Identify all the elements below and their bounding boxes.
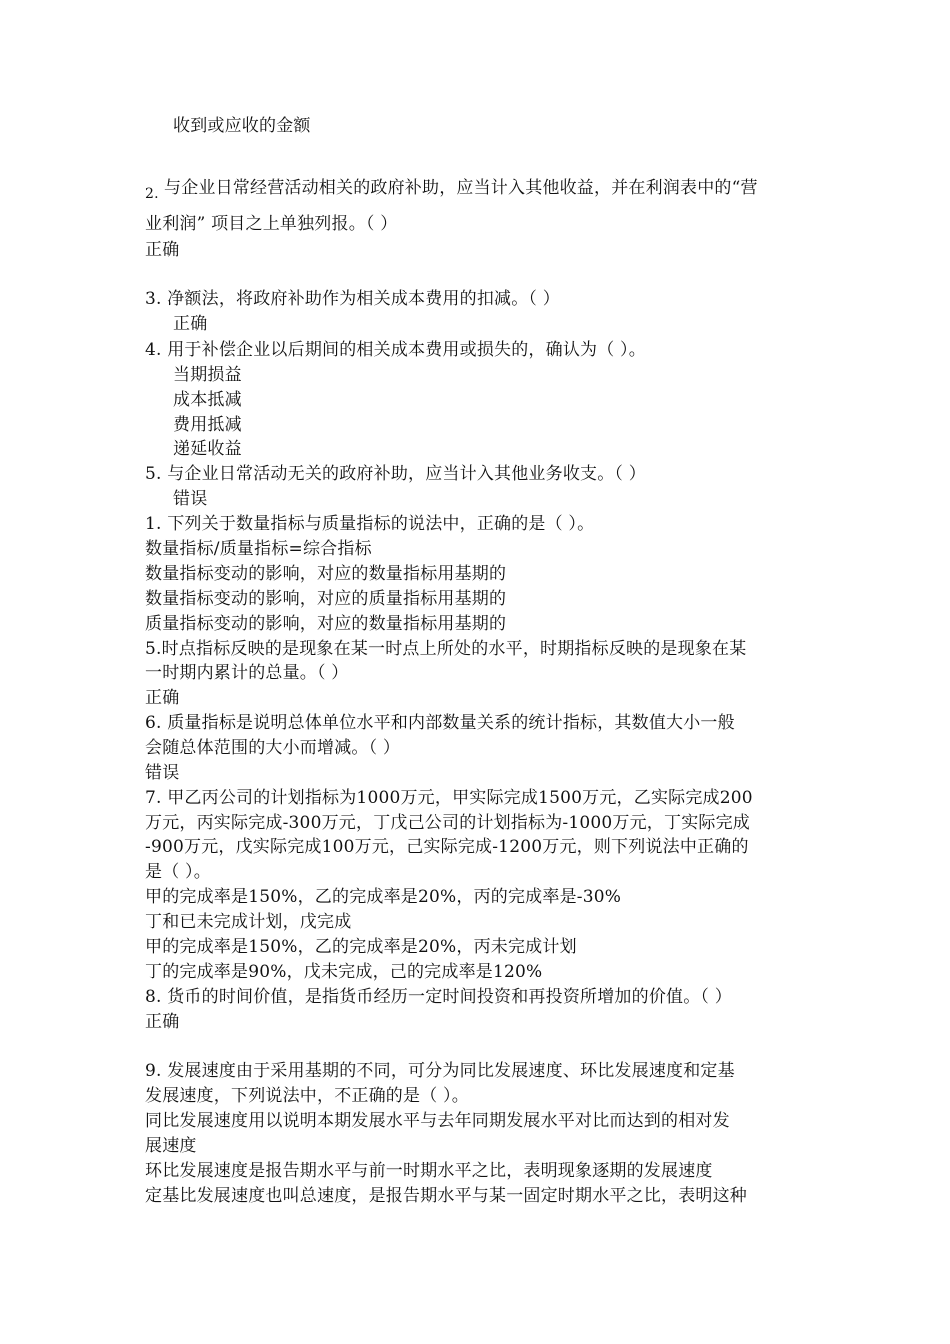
answer-option: 质量指标变动的影响，对应的数量指标用基期的	[145, 614, 507, 634]
question-text: 4. 用于补偿企业以后期间的相关成本费用或损失的，确认为（ ）。	[145, 340, 646, 360]
answer-text: 错误	[145, 763, 180, 783]
answer-option: 展速度	[145, 1136, 197, 1156]
answer-option: 定基比发展速度也叫总速度，是报告期水平与某一固定时期水平之比，表明这种	[145, 1186, 747, 1206]
answer-option: 数量指标/质量指标=综合指标	[145, 539, 372, 559]
question-text: 是（ ）。	[145, 862, 211, 882]
answer-text: 错误	[173, 489, 208, 509]
answer-option: 数量指标变动的影响，对应的质量指标用基期的	[145, 589, 507, 609]
question-text: 3. 净额法，将政府补助作为相关成本费用的扣减。（ ）	[145, 289, 560, 309]
question-text: 与企业日常经营活动相关的政府补助，应当计入其他收益，并在利润表中的“营	[164, 178, 758, 198]
answer-option: 甲的完成率是150%，乙的完成率是20%，丙未完成计划	[145, 937, 577, 957]
answer-option: 丁的完成率是90%，戊未完成，己的完成率是120%	[145, 962, 543, 982]
answer-text: 正确	[173, 314, 208, 334]
answer-option: 同比发展速度用以说明本期发展水平与去年同期发展水平对比而达到的相对发	[145, 1111, 730, 1131]
question-text: 9. 发展速度由于采用基期的不同，可分为同比发展速度、环比发展速度和定基	[145, 1061, 735, 1081]
answer-option: 费用抵减	[173, 415, 242, 435]
question-text: 5. 与企业日常活动无关的政府补助，应当计入其他业务收支。（ ）	[145, 464, 646, 484]
answer-text: 正确	[145, 688, 180, 708]
answer-text: 正确	[145, 240, 180, 260]
question-text: 会随总体范围的大小而增减。（ ）	[145, 738, 401, 758]
answer-option: 当期损益	[173, 365, 242, 385]
question-text: 业利润” 项目之上单独列报。（ ）	[145, 214, 398, 234]
answer-option: 甲的完成率是150%，乙的完成率是20%，丙的完成率是-30%	[145, 887, 622, 907]
question-text: 8. 货币的时间价值，是指货币经历一定时间投资和再投资所增加的价值。（ ）	[145, 987, 732, 1007]
question-text: 发展速度，下列说法中，不正确的是（ ）。	[145, 1086, 469, 1106]
question-text: 6. 质量指标是说明总体单位水平和内部数量关系的统计指标，其数值大小一般	[145, 713, 735, 733]
question-number: 2.	[145, 186, 159, 202]
question-text: 一时期内累计的总量。（ ）	[145, 663, 349, 683]
question-text: 7. 甲乙丙公司的计划指标为1000万元，甲实际完成1500万元，乙实际完成200	[145, 788, 753, 808]
answer-option: 丁和已未完成计划，戊完成	[145, 912, 352, 932]
question-text: -900万元，戊实际完成100万元，己实际完成-1200万元，则下列说法中正确的	[145, 837, 749, 857]
question-text: 万元，丙实际完成-300万元，丁戊己公司的计划指标为-1000万元，丁实际完成	[145, 813, 750, 833]
question-text: 1. 下列关于数量指标与质量指标的说法中，正确的是（ ）。	[145, 514, 595, 534]
answer-option: 递延收益	[173, 439, 242, 459]
answer-text: 正确	[145, 1012, 180, 1032]
answer-option: 收到或应收的金额	[173, 116, 311, 136]
question-text: 5.时点指标反映的是现象在某一时点上所处的水平，时期指标反映的是现象在某	[145, 639, 747, 659]
answer-option: 环比发展速度是报告期水平与前一时期水平之比，表明现象逐期的发展速度	[145, 1161, 713, 1181]
answer-option: 数量指标变动的影响，对应的数量指标用基期的	[145, 564, 507, 584]
answer-option: 成本抵减	[173, 390, 242, 410]
